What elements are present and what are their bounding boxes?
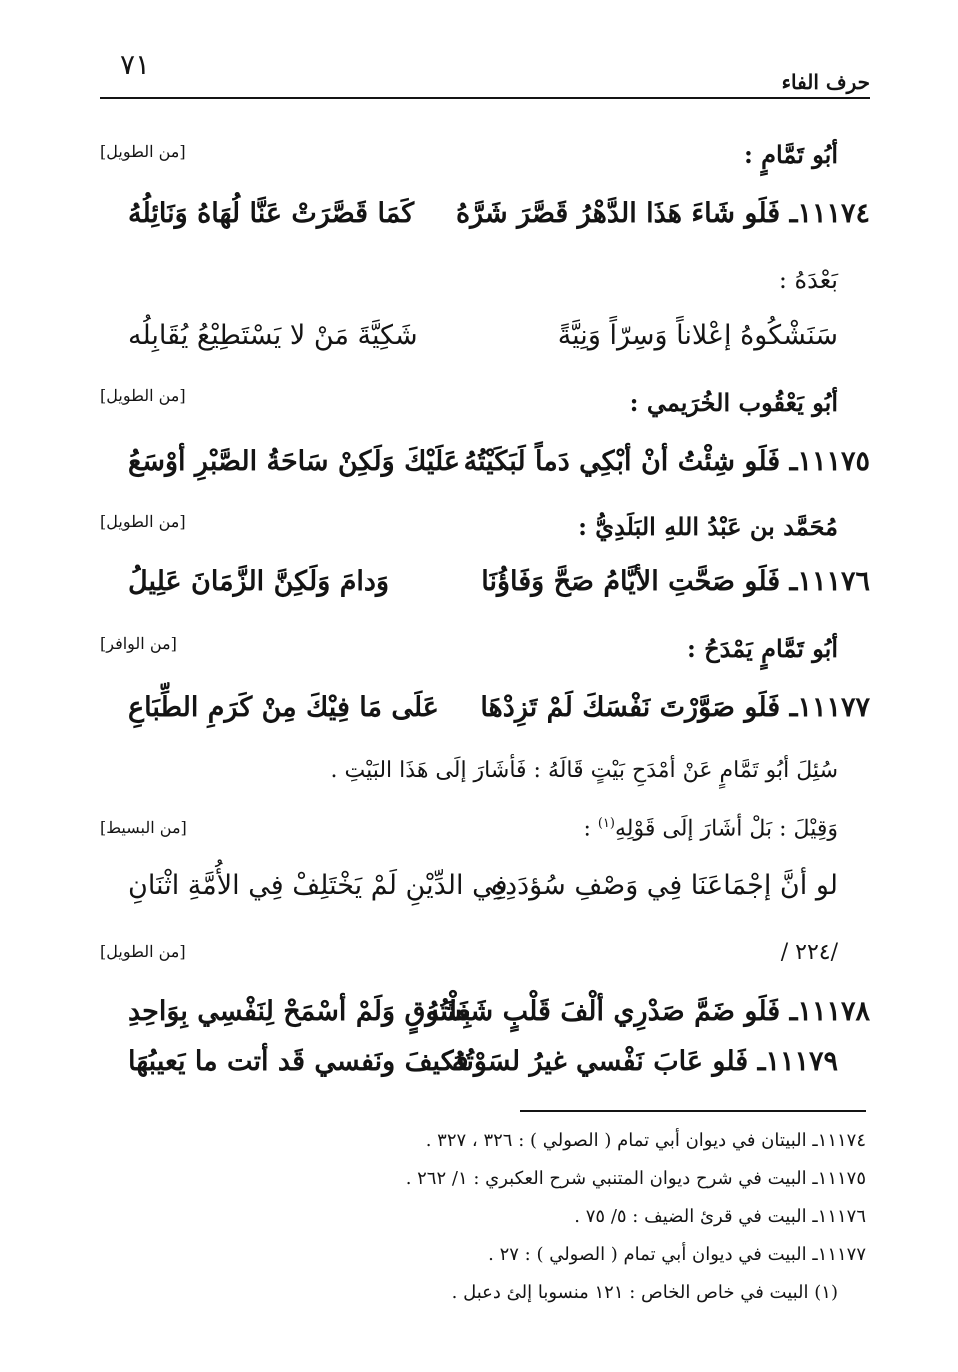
verse-second-hemistich: شَكِيَّةَ مَنْ لا يَسْتَطِيْعُ يُقَابِلُه — [128, 320, 418, 351]
meter-label: [من الطويل] — [100, 512, 186, 531]
meter-label: [من الطويل] — [100, 142, 186, 161]
page-number: ٧١ — [120, 48, 151, 81]
verse-first-hemistich: ١١١٧٦ـ فَلَو صَحَّتِ الأيَّامُ صَحَّ وَفَاؤُنَا — [481, 566, 870, 597]
verse-second-hemistich: فكيفَ ونَفسي قَد أتت ما يَعيبُهَا — [128, 1046, 469, 1077]
verse-first-hemistich: سَنَشْكُوهُ إعْلاناً وَسِرّاً وَنِيَّةً — [557, 320, 838, 351]
verse-first-hemistich: ١١١٧٩ـ فَلو عَابَ نَفْسي غيرُ لسَوْتُهُ — [451, 1046, 838, 1077]
footnote: (١) البيت في خاص الخاص : ١٢١ منسوبا إلئ دعبل . — [451, 1282, 838, 1303]
meter-label: [من الطويل] — [100, 386, 186, 405]
poet-heading: أبُو تَمَّامٍ يَمْدَحُ : — [686, 634, 838, 663]
verse-first-hemistich: لو أنَّ إجْمَاعَنَا فِي وَصْفِ سُؤدَدِهِ — [490, 870, 838, 901]
footnote: ١١١٧٧ـ البيت في ديوان أبي تمام ( الصولي ) : ٢٧ . — [488, 1244, 866, 1265]
prose-note — [583, 816, 838, 841]
verse-first-hemistich: ١١١٧٥ـ فَلَو شِئْتُ أنْ أبْكِي دَماً لَبَكَيْتُهُ — [463, 446, 870, 477]
poet-heading: أبُو يَعْقُوب الخُرَيمي : — [629, 388, 838, 417]
verse-second-hemistich: فِي الدِّيْنِ لَمْ يَخْتَلِفْ فِي الأُمَّةِ اثْنَانِ — [128, 870, 508, 901]
verse-second-hemistich: عَلَيْكَ وَلَكِنْ سَاحَةُ الصَّبْرِ أوْسَعُ — [128, 446, 461, 477]
verse-second-hemistich: وَدامَ وَلَكِنَّ الزَّمَانَ عَلِيلُ — [128, 566, 389, 597]
meter-label: [من الطويل] — [100, 942, 186, 961]
footnote: ١١١٧٦ـ البيت في قرئ الضيف : ٥/ ٧٥ . — [574, 1206, 866, 1227]
meter-label: [من البسيط] — [100, 818, 187, 837]
footnote: ١١١٧٥ـ البيت في شرح ديوان المتنبي شرح العكبري : ١/ ٢٦٢ . — [405, 1168, 866, 1189]
meter-label: [من الوافر] — [100, 634, 177, 653]
running-head: حرف الفاء — [781, 70, 870, 94]
verse-first-hemistich: ١١١٧٤ـ فَلَو شَاءَ هَذَا الدَّهْرُ قَصَّرَ شَرَّهُ — [456, 198, 870, 229]
prose-note-text: وَقِيْلَ : بَلْ أشَارَ إلَى قَوْلِهِ — [614, 816, 838, 842]
poet-heading: أبُو تَمَّامٍ : — [743, 140, 838, 169]
poet-heading: مُحَمَّد بن عَبْدُ اللهِ البَلَدِيُّ : — [578, 512, 838, 541]
verse-second-hemistich: كَمَا قَصَّرَتْ عَنَّا لُهَاهُ وَنَائِلُهُ — [128, 198, 415, 229]
footnote: ١١١٧٤ـ البيتان في ديوان أبي تمام ( الصولي ) : ٣٢٦ ، ٣٢٧ . — [425, 1130, 866, 1151]
verse-first-hemistich: ١١١٧٨ـ فَلَو ضَمَّ صَدْرِي ألْفَ قَلْبٍ شَغَلْتُهُ — [425, 996, 870, 1027]
footnote-reference: (١) — [597, 816, 615, 831]
prose-note-colon: : — [583, 816, 598, 842]
folio-marker: / ٢٢٤/ — [780, 940, 838, 965]
verse-first-hemistich: ١١١٧٧ـ فَلَو صَوَّرْتَ نَفْسَكَ لَمْ تَزِدْهَا — [480, 692, 870, 723]
verse-second-hemistich: بِشَوقٍ وَلَمْ أسْمَحْ لِنَفْسِي بِوَاحِدِ — [128, 996, 471, 1027]
prose-note: سُئِلَ أبُو تَمَّامٍ عَنْ أمْدَحِ بَيْتٍ قَالَهُ : فَأشَارَ إلَى هَذَا البَيْتِ . — [330, 758, 838, 783]
footnote-rule — [520, 1110, 866, 1112]
verse-second-hemistich: عَلَى مَا فِيْكَ مِنْ كَرَمِ الطِّبَاعِ — [128, 692, 439, 723]
header-rule — [100, 97, 870, 99]
poet-heading: بَعْدَهُ : — [778, 266, 838, 294]
